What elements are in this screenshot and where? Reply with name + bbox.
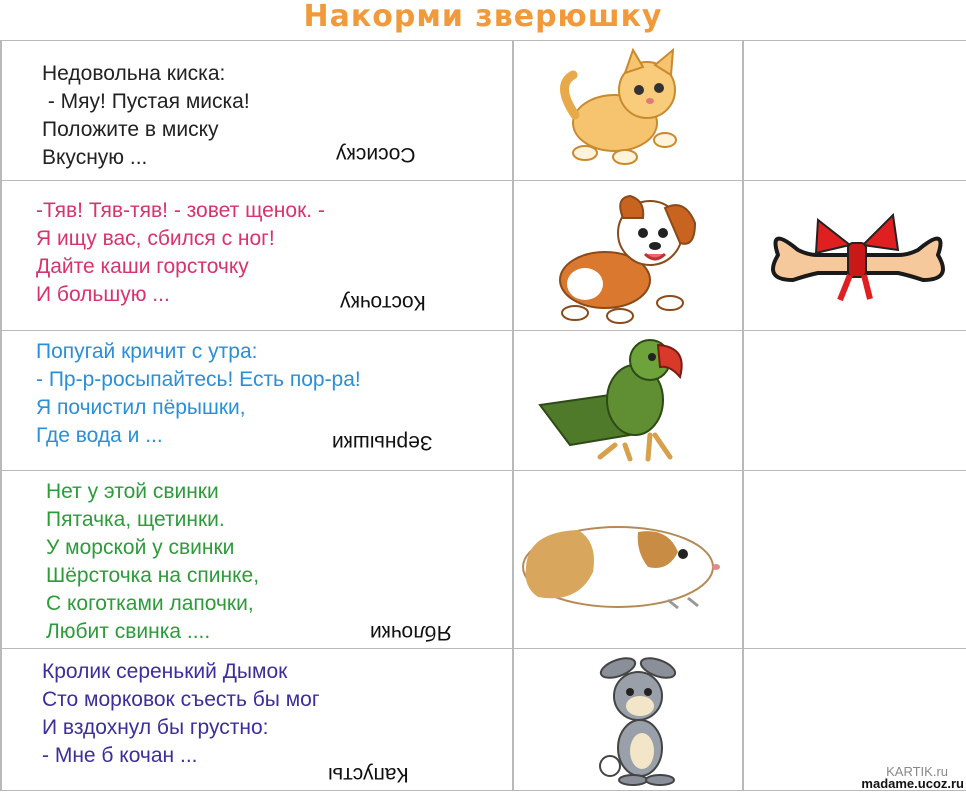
poem-line: Недовольна киска: [42,62,226,85]
poem-puppy [36,197,325,309]
kitten-picture [555,45,695,175]
parrot-picture [530,335,690,465]
poem-line: Любит свинка .... [46,620,211,643]
rabbit-picture [588,656,688,786]
column-divider [0,40,2,791]
poem-line: Я почистил пёрышки, [36,396,246,419]
answer-upside-down: Капусты [328,763,409,786]
poem-guinea-pig [46,478,259,646]
poem-line: Кролик серенький Дымок [42,660,288,683]
poem-line: И вздохнул бы грустно: [42,716,269,739]
answer-upside-down: Зернышки [332,431,433,454]
poem-kitten [42,60,250,172]
poem-line: Сто морковок съесть бы мог [42,688,320,711]
poem-line: Попугай кричит с утра: [36,340,258,363]
poem-line: Пятачка, щетинки. [46,508,225,531]
answer-upside-down: Косточку [340,291,426,314]
poem-line: Я ищу вас, сбился с ног! [36,227,275,250]
page-title: Накорми зверюшку [303,0,663,34]
poem-line: - Мне б кочан ... [42,744,198,767]
poem-line: Вкусную ... [42,146,148,169]
poem-line: Положите в миску [42,118,219,141]
watermark: KARTIK.ru [886,764,948,779]
poem-line: У морской у свинки [46,536,235,559]
poem-parrot [36,338,361,450]
poem-rabbit [42,658,320,770]
column-divider [742,40,744,791]
puppy-picture [545,188,705,328]
poem-line: Дайте каши горсточку [36,255,249,278]
poem-line: - Пр-р-росыпайтесь! Есть пор-ра! [36,368,361,391]
poem-line: -Тяв! Тяв-тяв! - зовет щенок. - [36,199,325,222]
poem-line: И большую ... [36,283,170,306]
poem-line: Шёрсточка на спинке, [46,564,260,587]
bone-with-bow-picture [758,205,958,315]
poem-line: - Мяу! Пустая миска! [42,90,250,113]
poem-line: С коготками лапочки, [46,592,254,615]
answer-upside-down: Сосиску [336,143,416,166]
watermark: madame.ucoz.ru [861,776,964,791]
column-divider [512,40,514,791]
poem-line: Нет у этой свинки [46,480,219,503]
answer-upside-down: Яблочки [370,621,452,644]
guinea-pig-picture [518,512,728,612]
poem-line: Где вода и ... [36,424,163,447]
